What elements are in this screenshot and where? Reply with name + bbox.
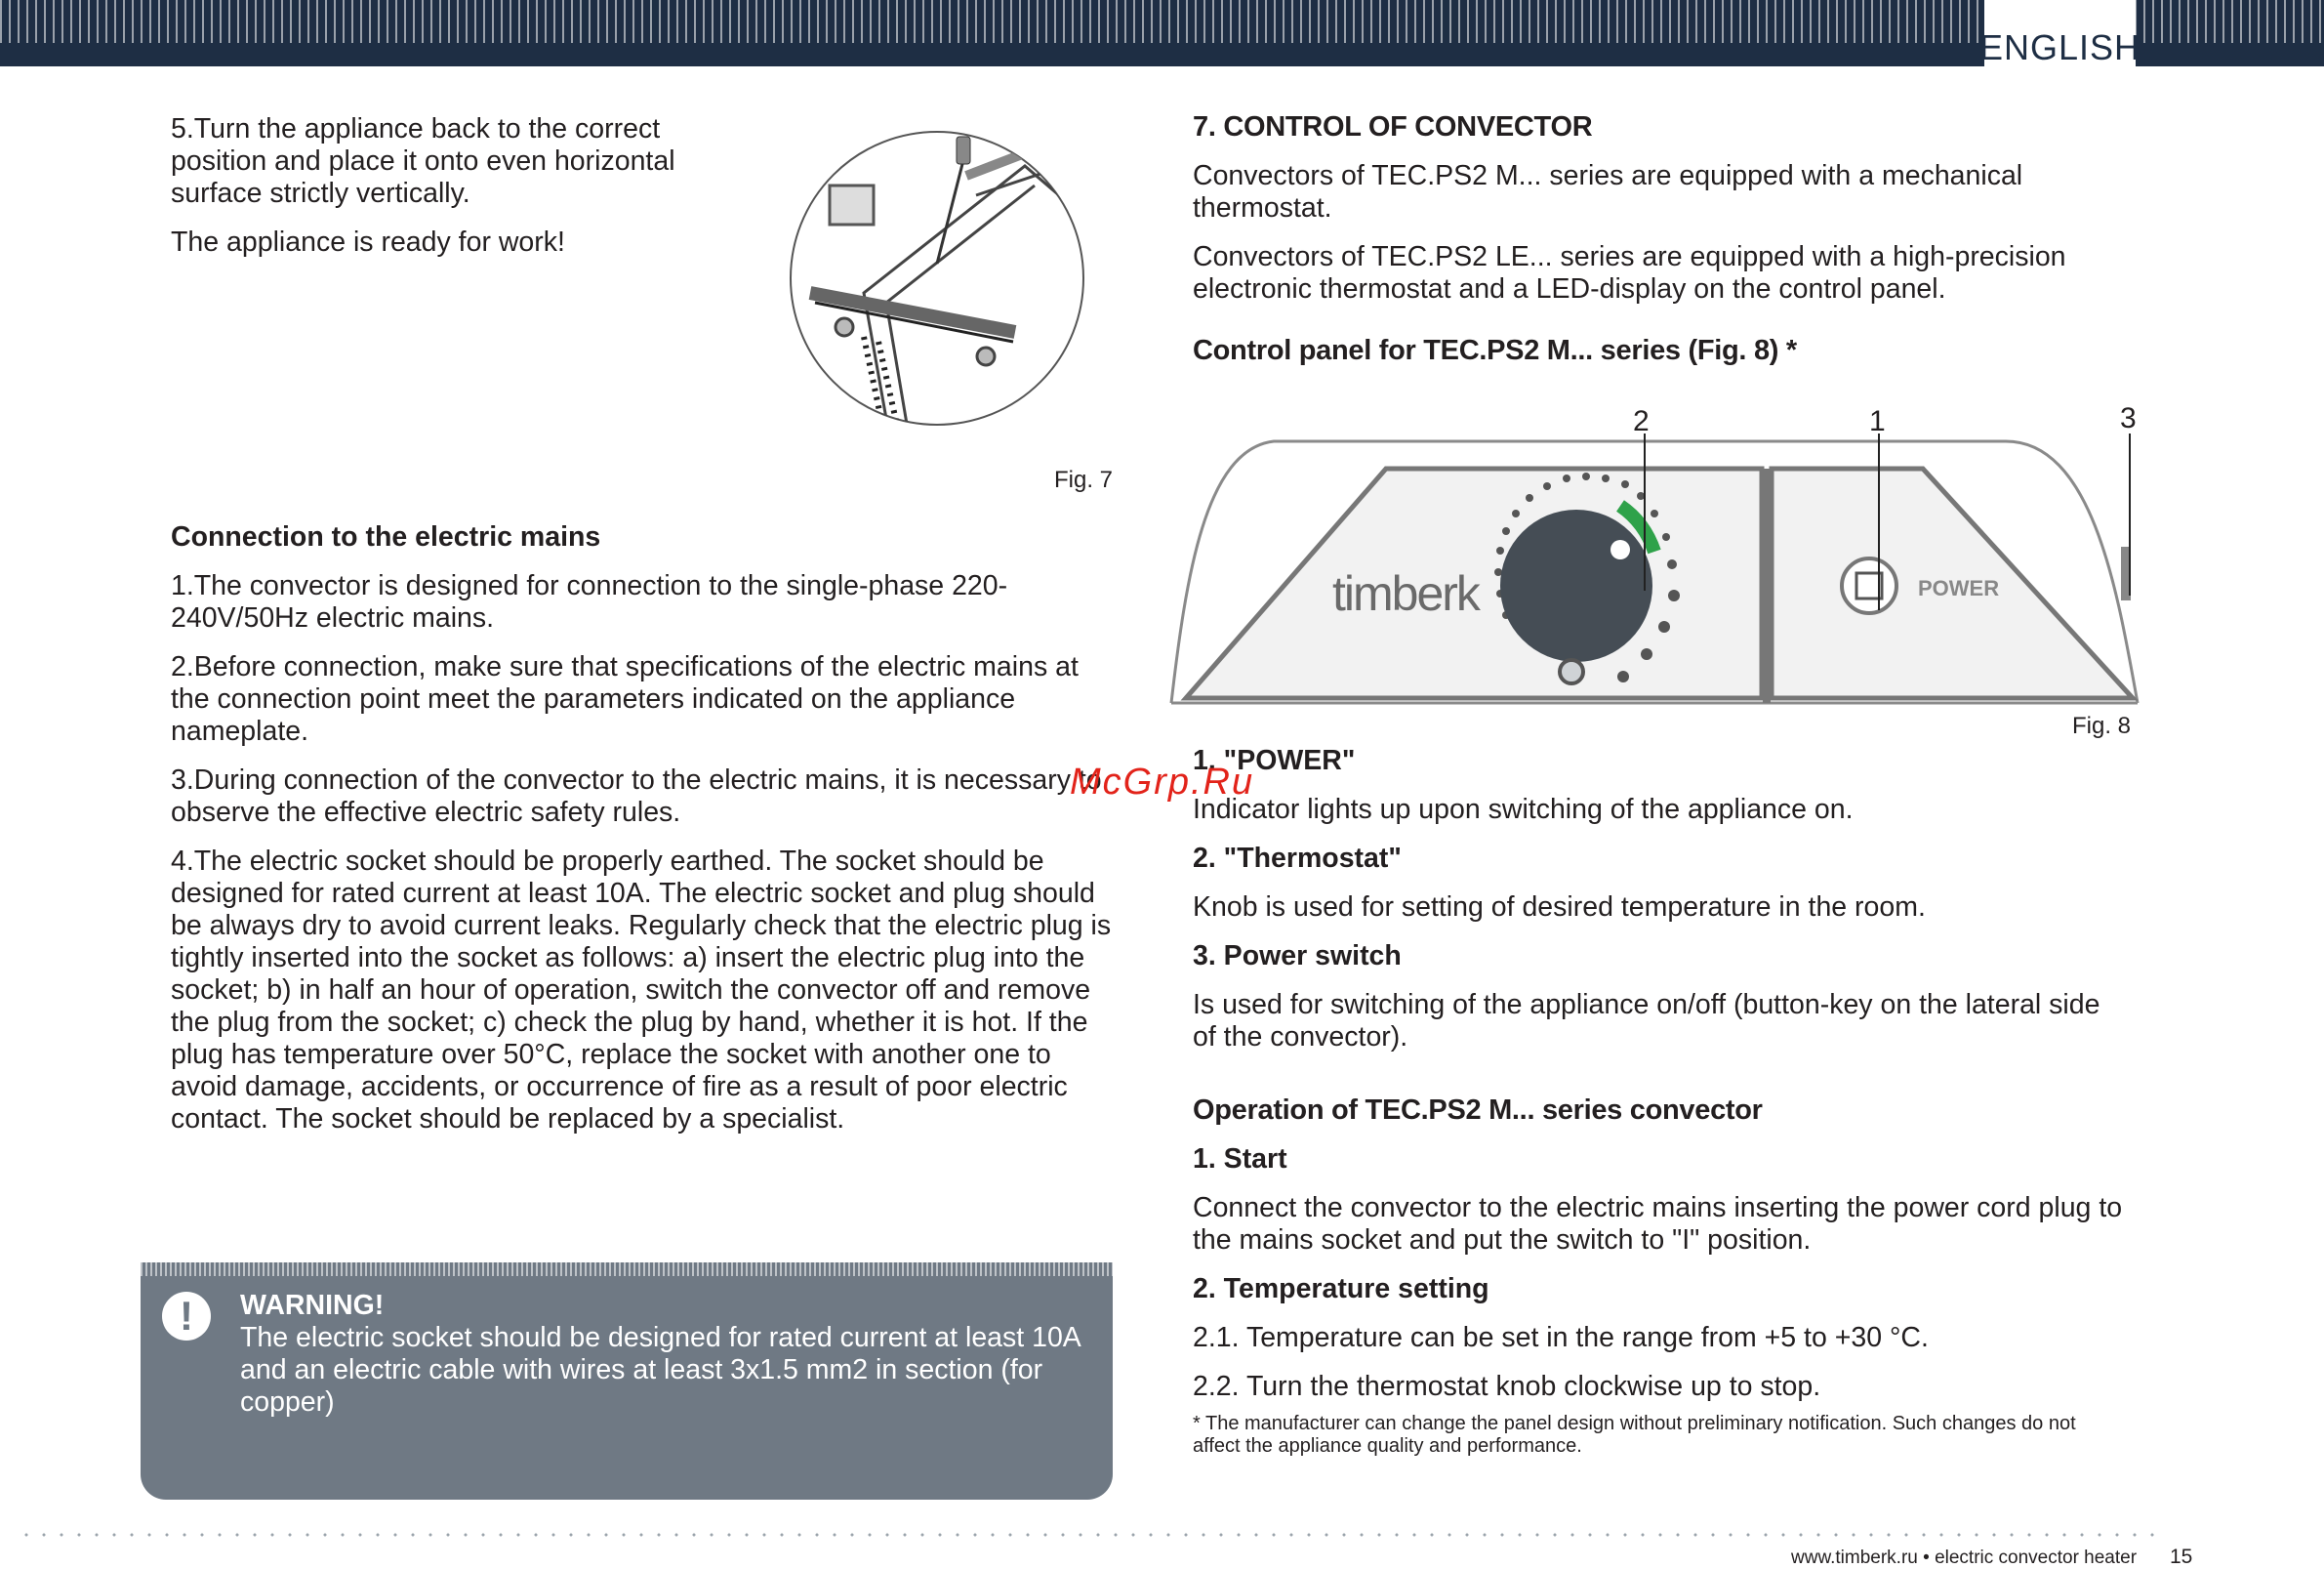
header-bar-base [0,43,2324,66]
power-label: POWER [1918,576,2000,600]
item-3-text: Is used for switching of the appliance on/off (button-key on the lateral side of the convector). [1193,989,2100,1053]
item-1-title: 1. "POWER" [1193,745,1356,776]
start-title: 1. Start [1193,1143,1287,1175]
control-section [1193,111,2125,384]
operation-title: Operation of TEC.PS2 M... series convector [1193,1094,1763,1126]
connection-section [171,521,1122,1152]
footnote: * The manufacturer can change the panel design without preliminary notification. Such changes do not affect the appliance quality and performance. [1193,1413,2076,1457]
item-2-text: Knob is used for setting of desired temperature in the room. [1193,891,1926,923]
item-1-text: Indicator lights up upon switching of the appliance on. [1193,794,1854,825]
temperature-step-2: 2.2. Turn the thermostat knob clockwise up to stop. [1193,1371,1821,1402]
exclamation-icon: ! [162,1292,211,1341]
item-3-title: 3. Power switch [1193,940,1402,971]
connection-item-4: 4.The electric socket should be properly earthed. The socket should be designed for rated current at least 10A. The electric socket and plug should be always dry to avoid current leaks. Regularly check that the electric plug is tightly inserted into the socket as follows: a) insert the electric plug into the socket; b) in half an hour of operation, switch the convector off and remove the plug from the socket; c) check the plug by hand, whether it is hot. If the plug has temperature over 50°C, replace the socket with another one to avoid damage, accidents, or occurrence of fire as a result of poor electric contact. The socket should be replaced by a specialist. [171,846,1112,1135]
temperature-title: 2. Temperature setting [1193,1273,1489,1304]
connection-item-3: 3.During connection of the convector to the electric mains, it is necessary to observe the effective electric safety rules. [171,764,1102,828]
watermark: McGrp.Ru [1070,762,1255,803]
callout-3: 3 [2120,402,2137,434]
warning-title: WARNING! [240,1290,385,1321]
language-label: ENGLISH [1984,0,2136,70]
fig8-control-panel [1166,400,2142,713]
warning-content [240,1290,1099,1419]
temperature-step-1: 2.1. Temperature can be set in the range from +5 to +30 °C. [1193,1322,1929,1353]
panel-title: Control panel for TEC.PS2 M... series (Fig. 8) * [1193,335,1797,366]
section-title: 7. CONTROL OF CONVECTOR [1193,111,1593,143]
step-5-text: 5.Turn the appliance back to the correct position and place it onto even horizontal surface strictly vertically. [171,113,675,209]
callout-2: 2 [1633,405,1650,437]
warning-stripe [141,1262,1113,1276]
page-number: 15 [2170,1546,2193,1568]
control-paragraph-1: Convectors of TEC.PS2 M... series are equipped with a mechanical thermostat. [1193,160,2023,224]
install-step-block [171,113,732,275]
ready-text: The appliance is ready for work! [171,227,565,258]
controls-description [1193,745,2125,1474]
fig8-caption: Fig. 8 [2072,713,2132,739]
start-text: Connect the convector to the electric mains inserting the power cord plug to the mains socket and put the switch to "I" position. [1193,1192,2123,1256]
brand-logo: timberk [1332,566,1479,621]
footer-dotted-line [18,1533,2165,1537]
warning-text: The electric socket should be designed for rated current at least 10A and an electric cable with wires at least 3x1.5 mm2 in section (for copper) [240,1322,1080,1418]
connection-item-2: 2.Before connection, make sure that specifications of the electric mains at the connection point meet the parameters indicated on the appliance nameplate. [171,651,1079,747]
fig7-caption: Fig. 7 [1054,467,1114,493]
fig7-illustration [771,107,1108,454]
callout-1: 1 [1869,405,1886,437]
item-2-title: 2. "Thermostat" [1193,843,1402,874]
connection-title: Connection to the electric mains [171,521,601,553]
control-paragraph-2: Convectors of TEC.PS2 LE... series are equipped with a high-precision electronic thermostat and a LED-display on the control panel. [1193,241,2066,305]
warning-box [141,1262,1113,1500]
power-indicator-icon [1842,558,1896,613]
footer-text: www.timberk.ru • electric convector heater [1791,1548,2138,1568]
connection-item-1: 1.The convector is designed for connection to the single-phase 220-240V/50Hz electric mains. [171,570,1008,634]
